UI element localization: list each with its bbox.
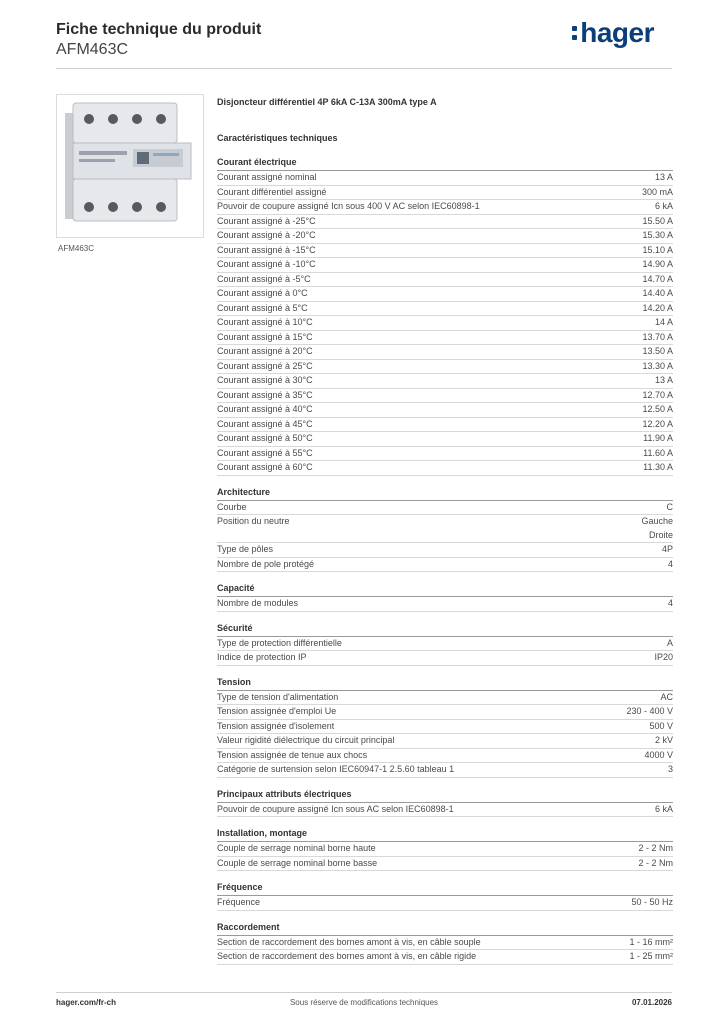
section-title: Raccordement (217, 921, 673, 936)
spec-value-text: 1 - 25 mm² (629, 951, 673, 961)
spec-label: Courant assigné à 10°C (217, 317, 313, 327)
spec-row (217, 316, 673, 331)
spec-label: Courant assigné à 5°C (217, 302, 308, 313)
spec-value (655, 316, 673, 330)
spec-value (667, 501, 674, 515)
section-title: Sécurité (217, 622, 673, 637)
spec-value-text: 14.90 A (642, 259, 673, 269)
spec-value-text: 13.70 A (642, 331, 673, 342)
spec-value (655, 200, 673, 214)
spec-value (655, 171, 673, 185)
spec-content (217, 96, 673, 975)
spec-value-text: 2 - 2 Nm (638, 843, 673, 853)
spec-label: Courant assigné à -25°C (217, 215, 316, 226)
spec-label: Courant assigné à 60°C (217, 462, 313, 472)
spec-value-text: 15.30 A (642, 230, 673, 240)
spec-row (217, 302, 673, 317)
section-title: Architecture (217, 486, 673, 501)
product-description: Disjoncteur différentiel 4P 6kA C-13A 300mA type A (217, 97, 437, 107)
spec-value (642, 331, 673, 345)
spec-value (631, 896, 673, 910)
spec-row (217, 345, 673, 360)
spec-section (217, 582, 673, 612)
spec-section (217, 676, 673, 778)
page-header (56, 20, 261, 60)
spec-value-text: 230 - 400 V (626, 706, 673, 716)
spec-value (655, 734, 673, 748)
spec-label: Pouvoir de coupure assigné Icn sous 400 V AC selon IEC60898-1 (217, 201, 480, 211)
spec-value-text: 13 A (654, 172, 673, 182)
spec-row (217, 360, 673, 375)
spec-row (217, 749, 673, 764)
spec-value-text: 14.40 A (642, 288, 673, 298)
spec-value (642, 345, 673, 359)
spec-row (217, 447, 673, 462)
spec-value (668, 558, 673, 572)
spec-label: Type de tension d'alimentation (217, 691, 339, 702)
spec-label: Nombre de pole protégé (217, 558, 315, 569)
spec-value-text: 6 kA (654, 803, 673, 814)
spec-value (642, 215, 673, 229)
spec-row (217, 763, 673, 778)
spec-value-text: 13.30 A (642, 360, 673, 371)
spec-label: Tension assignée d'emploi Ue (217, 706, 337, 716)
spec-label: Courant assigné à 15°C (217, 331, 313, 342)
spec-label: Fréquence (217, 897, 261, 907)
spec-row (217, 501, 673, 516)
spec-label: Section de raccordement des bornes amont à vis, en câble souple (217, 936, 481, 947)
spec-value (638, 857, 673, 871)
spec-label: Position du neutre (217, 516, 290, 526)
spec-value-text: 4 (667, 558, 673, 569)
spec-row (217, 244, 673, 259)
spec-value (642, 360, 673, 374)
spec-row (217, 418, 673, 433)
spec-row (217, 651, 673, 666)
spec-label: Nombre de modules (217, 598, 299, 608)
spec-label: Couple de serrage nominal borne haute (217, 843, 376, 853)
spec-row (217, 543, 673, 558)
spec-value (655, 374, 673, 388)
spec-value-text: 13.50 A (642, 346, 673, 356)
spec-label: Courant assigné à -15°C (217, 244, 316, 255)
spec-value-text: 15.50 A (642, 215, 673, 226)
spec-section (217, 788, 673, 818)
spec-value-text: 4P (661, 544, 673, 554)
spec-value (660, 691, 673, 705)
spec-section (217, 881, 673, 911)
spec-label: Courant assigné à 25°C (217, 360, 313, 371)
spec-label: Courant assigné à 0°C (217, 288, 308, 298)
spec-value-text: 300 mA (641, 186, 673, 197)
spec-row (217, 857, 673, 872)
spec-value (642, 418, 673, 432)
spec-value (649, 720, 673, 734)
spec-section (217, 827, 673, 871)
section-title: Principaux attributs électriques (217, 788, 673, 803)
spec-row (217, 331, 673, 346)
spec-value (642, 186, 673, 200)
spec-value-text: Droite (648, 529, 673, 540)
spec-row (217, 200, 673, 215)
logo-text: hager (580, 17, 654, 48)
spec-value-text: IP20 (654, 652, 673, 662)
spec-value (629, 936, 673, 950)
spec-value-text: 2 kV (654, 735, 673, 745)
spec-value (638, 842, 673, 856)
spec-label: Courant assigné à 40°C (217, 404, 313, 414)
spec-section (217, 156, 673, 476)
spec-value (654, 651, 673, 665)
spec-value-text: 1 - 16 mm² (629, 936, 673, 947)
spec-row (217, 215, 673, 230)
circuit-breaker-icon (57, 95, 203, 237)
spec-value (642, 287, 673, 301)
spec-row (217, 461, 673, 476)
spec-label: Courant différentiel assigné (217, 186, 327, 197)
spec-label: Courant assigné à -10°C (217, 259, 316, 269)
section-title: Tension (217, 676, 673, 691)
spec-value-text: A (666, 637, 673, 648)
spec-row (217, 720, 673, 735)
spec-label: Courant assigné nominal (217, 172, 317, 182)
spec-value-text: 11.60 A (643, 447, 673, 458)
spec-row (217, 896, 673, 911)
spec-row (217, 558, 673, 573)
spec-row (217, 936, 673, 951)
spec-label: Courant assigné à -5°C (217, 273, 311, 284)
logo-dots-icon (572, 26, 577, 40)
spec-label: Catégorie de surtension selon IEC60947-1 2.5.60 tableau 1 (217, 764, 455, 774)
spec-label: Courbe (217, 501, 247, 512)
spec-row (217, 803, 673, 818)
spec-value (643, 447, 673, 461)
spec-value-text: 50 - 50 Hz (631, 897, 673, 907)
spec-row (217, 186, 673, 201)
spec-value (642, 273, 673, 287)
spec-row (217, 403, 673, 418)
spec-row (217, 950, 673, 965)
spec-sections (217, 156, 673, 965)
spec-row (217, 171, 673, 186)
spec-label: Tension assignée d'isolement (217, 720, 335, 731)
characteristics-heading: Caractéristiques techniques (217, 133, 338, 143)
product-image-caption: AFM463C (58, 244, 95, 253)
spec-value (642, 302, 673, 316)
spec-value-text: Gauche (641, 516, 673, 526)
spec-label: Courant assigné à 35°C (217, 389, 313, 400)
header-divider (56, 68, 672, 69)
hager-logo (572, 16, 654, 50)
spec-value-text: 11.90 A (643, 433, 673, 443)
spec-row (217, 705, 673, 720)
spec-value-text: 14 A (654, 317, 673, 327)
spec-value-text: 14.20 A (642, 302, 673, 313)
spec-label: Courant assigné à 20°C (217, 346, 313, 356)
footer-divider (56, 992, 672, 993)
spec-value-text: 500 V (649, 720, 673, 731)
spec-value (662, 543, 673, 557)
spec-value (626, 705, 673, 719)
spec-label: Valeur rigidité diélectrique du circuit principal (217, 735, 395, 745)
spec-value-text: 4 (667, 598, 673, 608)
footer-date: 07.01.2026 (631, 998, 672, 1007)
spec-label: Type de protection différentielle (217, 637, 342, 648)
spec-value-text: 13 A (654, 375, 673, 385)
spec-value (644, 749, 673, 763)
spec-value (642, 244, 673, 258)
spec-value-text: 12.50 A (642, 404, 673, 414)
spec-value (655, 803, 673, 817)
footer-notice: Sous réserve de modifications techniques (289, 998, 439, 1007)
product-reference: AFM463C (56, 41, 129, 58)
spec-label: Courant assigné à 45°C (217, 418, 313, 429)
spec-section (217, 921, 673, 965)
spec-value (668, 597, 673, 611)
spec-row (217, 287, 673, 302)
spec-row (217, 432, 673, 447)
spec-value-text: 4000 V (644, 749, 673, 760)
spec-row (217, 258, 673, 273)
spec-value (642, 403, 673, 417)
spec-row (217, 515, 673, 543)
spec-row (217, 374, 673, 389)
spec-label: Courant assigné à 50°C (217, 433, 313, 443)
section-title: Fréquence (217, 881, 673, 896)
spec-row (217, 597, 673, 612)
spec-label: Couple de serrage nominal borne basse (217, 857, 378, 868)
spec-value-text: 2 - 2 Nm (638, 857, 673, 868)
spec-value (668, 763, 673, 777)
spec-label: Type de pôles (217, 544, 274, 554)
spec-label: Pouvoir de coupure assigné Icn sous AC selon IEC60898-1 (217, 803, 454, 814)
footer-website: hager.com/fr-ch (56, 998, 117, 1007)
spec-value-text: 15.10 A (642, 244, 673, 255)
spec-value-text: 14.70 A (642, 273, 673, 284)
spec-value (643, 461, 673, 475)
spec-value-text: 12.20 A (642, 418, 673, 429)
spec-value-text: C (666, 501, 673, 512)
product-image (56, 94, 204, 238)
spec-value (642, 229, 673, 243)
spec-label: Tension assignée de tenue aux chocs (217, 749, 368, 760)
spec-section (217, 622, 673, 666)
spec-row (217, 229, 673, 244)
spec-value (642, 389, 673, 403)
spec-row (217, 637, 673, 652)
page-footer (56, 998, 672, 1010)
document-title: Fiche technique du produit (56, 21, 262, 38)
spec-value (667, 637, 673, 651)
spec-value-text: 11.30 A (643, 462, 673, 472)
spec-value (641, 515, 673, 542)
section-title: Installation, montage (217, 827, 673, 842)
spec-value-text: 3 (667, 764, 673, 774)
spec-row (217, 691, 673, 706)
spec-row (217, 389, 673, 404)
spec-value-text: AC (660, 691, 673, 702)
spec-section (217, 486, 673, 573)
spec-label: Indice de protection IP (217, 652, 307, 662)
spec-label: Courant assigné à 30°C (217, 375, 313, 385)
spec-row (217, 734, 673, 749)
spec-label: Courant assigné à -20°C (217, 230, 316, 240)
spec-label: Section de raccordement des bornes amont à vis, en câble rigide (217, 951, 477, 961)
spec-value-text: 6 kA (654, 201, 673, 211)
spec-value (629, 950, 673, 964)
spec-value (642, 258, 673, 272)
spec-row (217, 273, 673, 288)
section-title: Capacité (217, 582, 673, 597)
spec-value (643, 432, 673, 446)
spec-row (217, 842, 673, 857)
spec-value-text: 12.70 A (642, 389, 673, 400)
section-title: Courant électrique (217, 156, 673, 171)
spec-label: Courant assigné à 55°C (217, 447, 313, 458)
